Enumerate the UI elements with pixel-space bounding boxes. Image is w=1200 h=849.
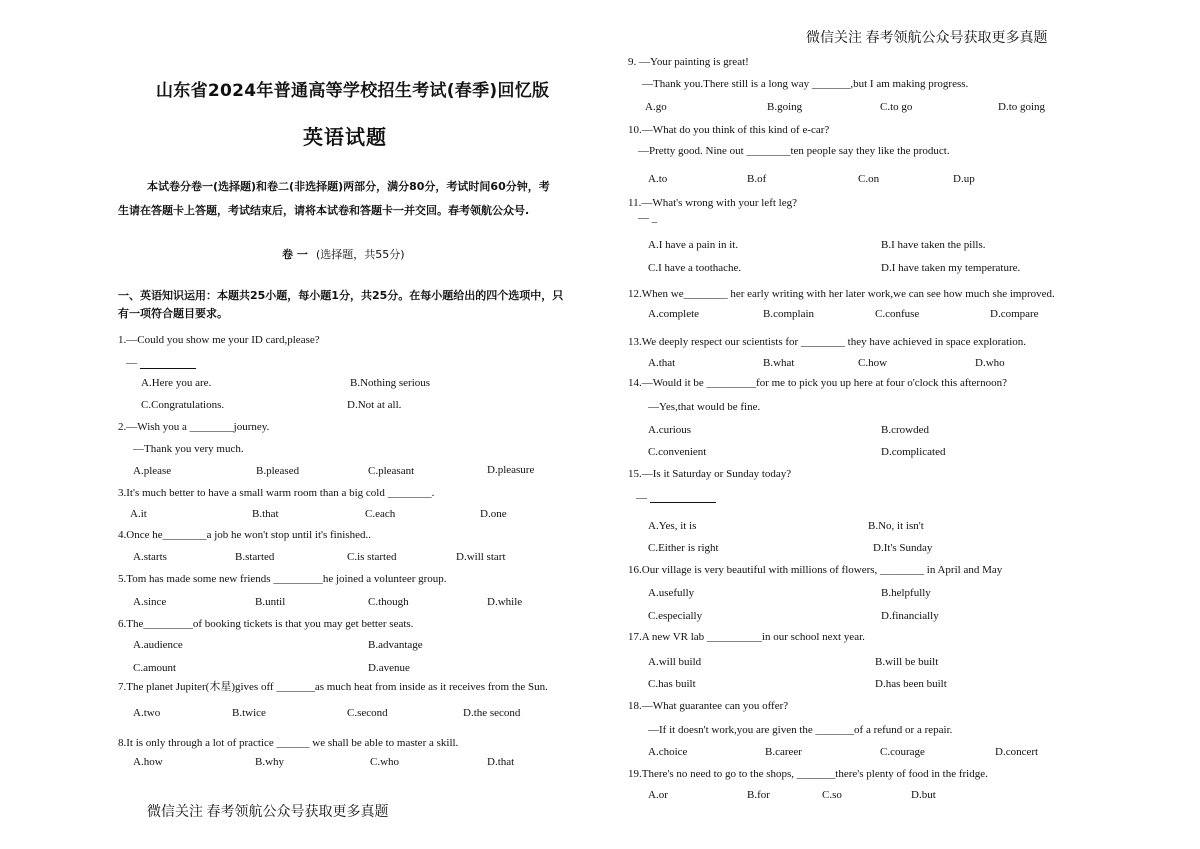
question-10-option-a: A.to <box>648 173 668 185</box>
question-14-option-a: A.curious <box>648 424 692 436</box>
question-9-option-b: B.going <box>767 101 803 113</box>
question-11-option-a: A.I have a pain in it. <box>648 239 739 251</box>
question-16-option-d: D.financially <box>881 610 939 622</box>
question-3-option-d: D.one <box>480 508 507 520</box>
exam-subtitle: 英语试题 <box>303 125 387 149</box>
question-6-option-a: A.audience <box>133 639 183 651</box>
question-6-stem: 6.The_________of booking tickets is that you may get better seats. <box>118 618 414 630</box>
question-9-option-a: A.go <box>645 101 667 113</box>
question-9-option-c: C.to go <box>880 101 913 113</box>
question-4-option-d: D.will start <box>456 551 506 563</box>
question-8-option-d: D.that <box>487 756 515 768</box>
question-17-option-d: D.has been built <box>875 678 947 690</box>
question-7-option-a: A.two <box>133 707 161 719</box>
question-18-option-a: A.choice <box>648 746 688 758</box>
question-8-option-b: B.why <box>255 756 285 768</box>
question-2-option-a: A.please <box>133 465 172 477</box>
question-5-stem: 5.Tom has made some new friends _________he joined a volunteer group. <box>118 573 447 585</box>
question-8-option-a: A.how <box>133 756 163 768</box>
question-5-option-d: D.while <box>487 596 523 608</box>
question-1-option-b: B.Nothing serious <box>350 377 431 389</box>
question-1-option-a: A.Here you are. <box>141 377 212 389</box>
section1-line-1: 一、英语知识运用：本题共25小题，每小题1分，共25分。在每小题给出的四个选项中，只 <box>118 289 564 302</box>
question-15-option-d: D.It's Sunday <box>873 542 933 554</box>
question-12-option-a: A.complete <box>648 308 700 320</box>
question-15-reply: — <box>636 492 647 504</box>
question-17-stem: 17.A new VR lab __________in our school next year. <box>628 631 865 643</box>
question-9-option-d: D.to going <box>998 101 1046 113</box>
question-3-stem: 3.It's much better to have a small warm room than a big cold ________. <box>118 487 435 499</box>
question-18-stem: 18.—What guarantee can you offer? <box>628 700 789 712</box>
question-14-stem: 14.—Would it be _________for me to pick you up here at four o'clock this afternoon? <box>628 377 1007 389</box>
question-4-option-a: A.starts <box>133 551 167 563</box>
question-2-reply: —Thank you very much. <box>133 443 244 455</box>
question-11-option-b: B.I have taken the pills. <box>881 239 986 251</box>
question-10-option-c: C.on <box>858 173 880 185</box>
question-6-option-c: C.amount <box>133 662 177 674</box>
question-17-option-c: C.has built <box>648 678 696 690</box>
question-13-option-d: D.who <box>975 357 1005 369</box>
question-3-option-a: A.it <box>130 508 147 520</box>
question-7-option-c: C.second <box>347 707 388 719</box>
question-16-option-b: B.helpfully <box>881 587 931 599</box>
question-1-option-d: D.Not at all. <box>347 399 402 411</box>
question-15-option-a: A.Yes, it is <box>648 520 697 532</box>
question-15-option-c: C.Either is right <box>648 542 719 554</box>
question-18-option-b: B.career <box>765 746 802 758</box>
question-7-stem: 7.The planet Jupiter(木星)gives off _______as much heat from inside as it receives from the Sun. <box>118 681 548 693</box>
intro-line-1: 本试卷分卷一(选择题)和卷二(非选择题)两部分，满分80分，考试时间60分钟，考 <box>147 180 550 193</box>
question-13-option-c: C.how <box>858 357 888 369</box>
question-6-option-b: B.advantage <box>368 639 423 651</box>
answer-blank <box>140 368 196 369</box>
question-19-option-c: C.so <box>822 789 842 801</box>
question-2-option-d: D.pleasure <box>487 464 535 476</box>
question-11-option-c: C.I have a toothache. <box>648 262 742 274</box>
question-15-stem: 15.—Is it Saturday or Sunday today? <box>628 468 792 480</box>
question-3-option-c: C.each <box>365 508 396 520</box>
question-11-reply: — _ <box>638 212 658 224</box>
question-12-stem: 12.When we________ her early writing with her later work,we can see how much she improved. <box>628 288 1055 300</box>
question-8-stem: 8.It is only through a lot of practice ______ we shall be able to master a skill. <box>118 737 459 749</box>
question-14-option-d: D.complicated <box>881 446 946 458</box>
question-9-reply: —Thank you.There still is a long way _______,but I am making progress. <box>642 78 969 90</box>
question-16-option-a: A.usefully <box>648 587 695 599</box>
question-18-option-c: C.courage <box>880 746 925 758</box>
question-9-stem: 9. —Your painting is great! <box>628 56 749 68</box>
question-14-option-b: B.crowded <box>881 424 929 436</box>
question-18-reply: —If it doesn't work,you are given the _______of a refund or a repair. <box>648 724 953 736</box>
question-12-option-d: D.compare <box>990 308 1039 320</box>
question-5-option-c: C.though <box>368 596 409 608</box>
intro-line-2: 生请在答题卡上答题，考试结束后，请将本试卷和答题卡一并交回。春考领航公众号. <box>118 204 530 217</box>
question-10-stem: 10.—What do you think of this kind of e-car? <box>628 124 830 136</box>
question-6-option-d: D.avenue <box>368 662 410 674</box>
question-4-stem: 4.Once he________a job he won't stop until it's finished.. <box>118 529 371 541</box>
question-12-option-c: C.confuse <box>875 308 920 320</box>
question-1-reply: — <box>126 357 137 369</box>
question-2-stem: 2.—Wish you a ________journey. <box>118 421 270 433</box>
question-4-option-c: C.is started <box>347 551 397 563</box>
answer-blank <box>650 502 716 503</box>
question-5-option-b: B.until <box>255 596 286 608</box>
question-16-option-c: C.especially <box>648 610 703 622</box>
question-19-stem: 19.There's no need to go to the shops, _______there's plenty of food in the fridge. <box>628 768 988 780</box>
exam-title: 山东省2024年普通高等学校招生考试(春季)回忆版 <box>156 81 550 101</box>
question-13-option-b: B.what <box>763 357 795 369</box>
question-19-option-a: A.or <box>648 789 668 801</box>
question-14-reply: —Yes,that would be fine. <box>648 401 761 413</box>
part1-note: (选择题，共55分) <box>316 248 405 261</box>
question-16-stem: 16.Our village is very beautiful with millions of flowers, ________ in April and May <box>628 564 1003 576</box>
question-8-option-c: C.who <box>370 756 400 768</box>
part1-label: 卷 一 <box>282 248 308 261</box>
question-1-option-c: C.Congratulations. <box>141 399 225 411</box>
question-10-option-b: B.of <box>747 173 767 185</box>
question-1-stem: 1.—Could you show me your ID card,please? <box>118 334 320 346</box>
watermark-top: 微信关注 春考领航公众号获取更多真题 <box>806 31 1048 46</box>
question-2-option-b: B.pleased <box>256 465 300 477</box>
watermark-bottom: 微信关注 春考领航公众号获取更多真题 <box>147 805 389 820</box>
question-14-option-c: C.convenient <box>648 446 707 458</box>
question-7-option-b: B.twice <box>232 707 266 719</box>
question-18-option-d: D.concert <box>995 746 1039 758</box>
question-15-option-b: B.No, it isn't <box>868 520 924 532</box>
question-4-option-b: B.started <box>235 551 275 563</box>
question-13-stem: 13.We deeply respect our scientists for ________ they have achieved in space exploration. <box>628 336 1027 348</box>
section1-line-2: 有一项符合题目要求。 <box>118 307 228 320</box>
question-5-option-a: A.since <box>133 596 167 608</box>
question-13-option-a: A.that <box>648 357 676 369</box>
question-12-option-b: B.complain <box>763 308 815 320</box>
question-19-option-d: D.but <box>911 789 936 801</box>
question-10-reply: —Pretty good. Nine out ________ten people say they like the product. <box>638 145 950 157</box>
question-11-option-d: D.I have taken my temperature. <box>881 262 1021 274</box>
question-17-option-b: B.will be built <box>875 656 939 668</box>
question-10-option-d: D.up <box>953 173 975 185</box>
question-2-option-c: C.pleasant <box>368 465 415 477</box>
question-3-option-b: B.that <box>252 508 279 520</box>
question-19-option-b: B.for <box>747 789 770 801</box>
question-11-stem: 11.—What's wrong with your left leg? <box>628 197 797 209</box>
question-7-option-d: D.the second <box>463 707 521 719</box>
question-17-option-a: A.will build <box>648 656 702 668</box>
